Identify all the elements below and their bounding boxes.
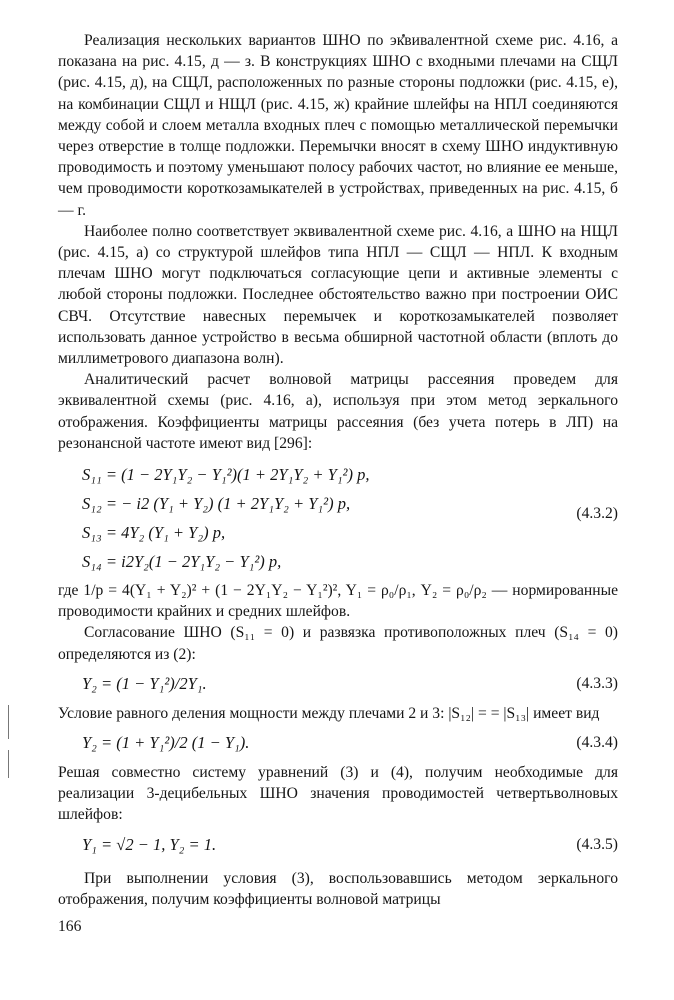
equation-s14: S₁₄ = i2Y₂(1 − 2Y₁Y₂ − Y₁²) p, (82, 552, 282, 572)
paragraph: Аналитический расчет волновой матрицы рассеяния проведем для эквивалентной схемы (рис. 4.16, а), используя при этом метод зеркального отображения. Коэффициенты матрицы рассеяния (без учета потерь в ЛП) на резонансной частоте имеют вид [296]: (58, 371, 618, 452)
paragraph: Условие равного деления мощности между плечами 2 и 3: |S₁₂| = = |S₁₃| имеет вид (58, 704, 600, 722)
equation-number: (4.3.3) (576, 674, 618, 692)
equation-body: Y₂ = (1 + Y₁²)/2 (1 − Y₁). (82, 733, 250, 753)
page-number: 166 (58, 918, 82, 935)
paragraph: Реализация нескольких вариантов ШНО по эквивалентной схеме рис. 4.16, а показана на рис. 4.15, д — з. В конструкциях ШНО с входными плечами на СЩЛ (рис. 4.15, д), на СЩЛ, расположенных по разные стороны подложки (рис. 4.15, е), на комбинации СЩЛ и НЩЛ (рис. 4.15, ж) крайние шлейфы на НПЛ соединяются между собой и слоем металла входных плеч с помощью металлической перемычки через отверстие в толще подложки. Перемычки вносят в схему ШНО индуктивную проводимость и поэтому уменьшают полосу рабочих частот, но влияние ее меньше, чем проводимости короткозамыкателей в устройствах, приведенных на рис. 4.15, б — г. (58, 32, 618, 219)
equation-number: (4.3.5) (576, 835, 618, 853)
margin-mark (8, 705, 9, 739)
equation-4-3-5 (58, 826, 618, 864)
equation-s12: S₁₂ = − i2 (Y₁ + Y₂) (1 + 2Y₁Y₂ + Y₁²) p, (82, 494, 351, 514)
paragraph: где 1/p = 4(Y₁ + Y₂)² + (1 − 2Y₁Y₂ − Y₁²)², Y₁ = ρ₀/ρ₁, Y₂ = ρ₀/ρ₂ — нормированные проводимости крайних и средних шлейфов. (58, 582, 618, 621)
equation-body: Y₂ = (1 − Y₁²)/2Y₁. (82, 673, 207, 693)
equation-4-3-3 (58, 665, 618, 703)
equation-body: Y₁ = √2 − 1, Y₂ = 1. (82, 834, 217, 854)
equation-number: (4.3.4) (576, 734, 618, 752)
paragraph: Решая совместно систему уравнений (3) и (4), получим необходимые для реализации 3-децибельных ШНО значения проводимостей четвертьволновых шлейфов: (58, 764, 618, 824)
paragraph: При выполнении условия (3), воспользовавшись методом зеркального отображения, получим коэффициенты волновой матрицы (58, 869, 618, 908)
page-body (58, 30, 618, 910)
equation-number: (4.3.2) (576, 505, 618, 523)
paragraph: Согласование ШНО (S₁₁ = 0) и развязка противоположных плеч (S₁₄ = 0) определяются из (2): (58, 624, 618, 663)
equation-system-4-3-2 (58, 460, 618, 576)
equation-4-3-4 (58, 724, 618, 762)
paragraph: Наиболее полно соответствует эквивалентной схеме рис. 4.16, а ШНО на НЩЛ (рис. 4.15, а) со структурой шлейфов типа НПЛ — СЩЛ — НПЛ. К входным плечам ШНО могут подключаться согласующие цепи и активные элементы с любой стороны подложки. Последнее обстоятельство важно при построении ОИС СВЧ. Отсутствие навесных перемычек и короткозамыкателей позволяет использовать данное устройство в весьма обширной частотной области (вплоть до миллиметрового диапазона волн). (58, 222, 618, 368)
margin-mark (8, 750, 9, 778)
equation-s11: S₁₁ = (1 − 2Y₁Y₂ − Y₁²)(1 + 2Y₁Y₂ + Y₁²) p, (82, 465, 370, 485)
equation-s13: S₁₃ = 4Y₂ (Y₁ + Y₂) p, (82, 523, 226, 543)
